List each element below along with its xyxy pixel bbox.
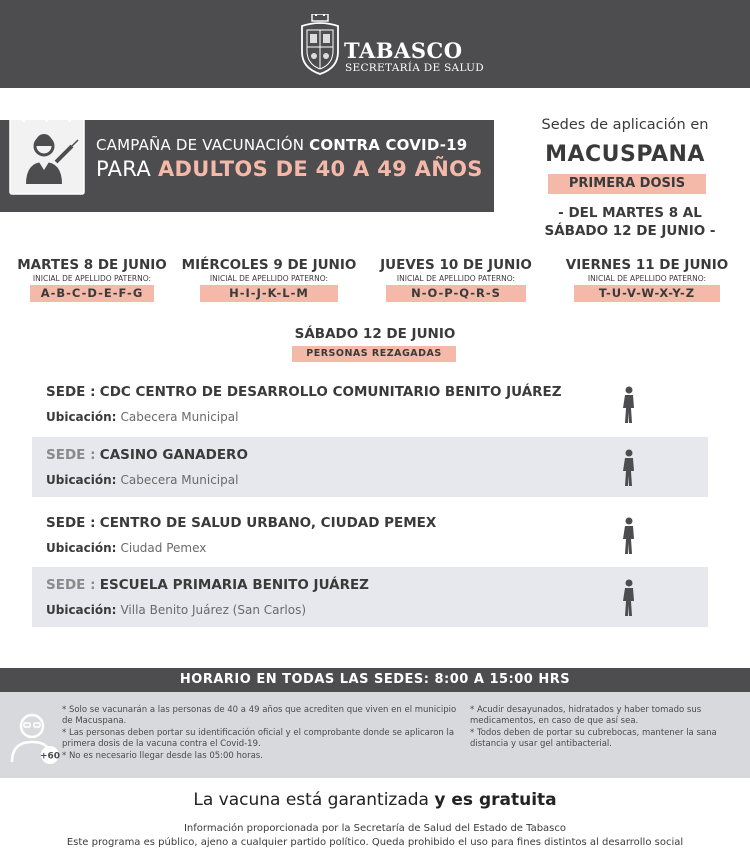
day-title: MARTES 8 DE JUNIO bbox=[17, 257, 167, 273]
ubicacion-label: Ubicación: bbox=[46, 410, 117, 424]
sedes-title: Sedes de aplicación en bbox=[541, 117, 709, 133]
notes-left bbox=[62, 705, 462, 763]
campaign-audience: PARA ADULTOS DE 40 A 49 AÑOS bbox=[96, 157, 483, 181]
day-title: VIERNES 11 DE JUNIO bbox=[565, 257, 729, 273]
ubicacion-value: Villa Benito Juárez (San Carlos) bbox=[120, 603, 307, 617]
brand-subtitle: SECRETARÍA DE SALUD bbox=[345, 62, 485, 74]
ubicacion-label: Ubicación: bbox=[46, 603, 117, 617]
sede-row bbox=[32, 567, 708, 627]
campaign-title: CAMPAÑA DE VACUNACIÓN CONTRA COVID-19 bbox=[96, 136, 468, 154]
date-range-line2: SÁBADO 12 DE JUNIO - bbox=[544, 223, 716, 239]
footer-disclaimer: Este programa es público, ajeno a cualquier partido político. Queda prohibido el uso para fines distintos al desarrollo social bbox=[66, 837, 684, 848]
coat-of-arms-icon bbox=[298, 14, 342, 76]
day-letters: H-I-J-K-L-M bbox=[200, 285, 338, 302]
day-subtitle: INICIAL DE APELLIDO PATERNO: bbox=[396, 274, 516, 283]
day-subtitle: INICIAL DE APELLIDO PATERNO: bbox=[209, 274, 329, 283]
day-letters: N-O-P-Q-R-S bbox=[386, 285, 526, 302]
schedule-day bbox=[560, 257, 734, 302]
note-item: * Las personas deben portar su identificación oficial y el comprobante donde se aplicaron la primera dosis de la vacuna contra el Covid-19. bbox=[62, 728, 455, 749]
sede-row bbox=[32, 437, 708, 497]
schedule-day bbox=[12, 257, 172, 302]
sede-row bbox=[32, 505, 708, 565]
date-range-line1: - DEL MARTES 8 AL bbox=[558, 205, 702, 221]
walking-person-icon bbox=[618, 386, 640, 424]
ubicacion-value: Cabecera Municipal bbox=[120, 410, 239, 424]
sede-name: CDC CENTRO DE DESARROLLO COMUNITARIO BENITO JUÁREZ bbox=[99, 384, 562, 400]
ubicacion-label: Ubicación: bbox=[46, 473, 117, 487]
walking-person-icon bbox=[618, 517, 640, 555]
saturday-title: SÁBADO 12 DE JUNIO bbox=[294, 326, 456, 342]
day-letters: T-U-V-W-X-Y-Z bbox=[574, 285, 720, 302]
brand-title: TABASCO bbox=[344, 38, 463, 63]
day-subtitle: INICIAL DE APELLIDO PATERNO: bbox=[587, 274, 707, 283]
walking-person-icon bbox=[618, 579, 640, 617]
city-name: MACUSPANA bbox=[545, 142, 705, 167]
ubicacion-label: Ubicación: bbox=[46, 541, 117, 555]
sede-name: ESCUELA PRIMARIA BENITO JUÁREZ bbox=[99, 577, 369, 593]
sede-label: SEDE : bbox=[46, 577, 96, 593]
sede-label: SEDE : bbox=[46, 447, 96, 463]
ubicacion-value: Ciudad Pemex bbox=[120, 541, 207, 555]
elderly-person-icon bbox=[10, 708, 60, 764]
schedule-day bbox=[376, 257, 536, 302]
day-letters: A-B-C-D-E-F-G bbox=[30, 285, 154, 302]
notes-right bbox=[470, 705, 730, 751]
note-item: * No es necesario llegar desde las 05:00 horas. bbox=[62, 751, 263, 761]
sede-name: CENTRO DE SALUD URBANO, CIUDAD PEMEX bbox=[99, 515, 437, 531]
walking-person-icon bbox=[618, 449, 640, 487]
age-badge: +60 bbox=[39, 751, 60, 762]
schedule-day bbox=[180, 257, 358, 302]
calendar-doctor-icon bbox=[8, 104, 86, 196]
sede-label: SEDE : bbox=[46, 515, 96, 531]
sede-label: SEDE : bbox=[46, 384, 96, 400]
note-item: * Acudir desayunados, hidratados y haber tomado sus medicamentos, en caso de que así sea. bbox=[470, 705, 702, 726]
footer-source: Información proporcionada por la Secretaría de Salud del Estado de Tabasco bbox=[183, 823, 567, 834]
day-title: JUEVES 10 DE JUNIO bbox=[380, 257, 532, 273]
schedule-hours-bar: HORARIO EN TODAS LAS SEDES: 8:00 A 15:00 HRS bbox=[0, 668, 750, 692]
sede-name: CASINO GANADERO bbox=[99, 447, 248, 463]
note-item: * Todos deben de portar su cubrebocas, mantener la sana distancia y usar gel antibacterial. bbox=[470, 728, 717, 749]
stragglers-badge: PERSONAS REZAGADAS bbox=[292, 346, 456, 362]
day-title: MIÉRCOLES 9 DE JUNIO bbox=[181, 257, 357, 273]
dose-badge: PRIMERA DOSIS bbox=[548, 174, 706, 194]
note-item: * Solo se vacunarán a las personas de 40 a 49 años que acrediten que viven en el municipio de Macuspana. bbox=[62, 705, 457, 726]
day-subtitle: INICIAL DE APELLIDO PATERNO: bbox=[32, 274, 152, 283]
ubicacion-value: Cabecera Municipal bbox=[120, 473, 239, 487]
sede-row bbox=[32, 374, 708, 434]
free-vaccine-statement: La vacuna está garantizada y es gratuita bbox=[193, 790, 557, 810]
